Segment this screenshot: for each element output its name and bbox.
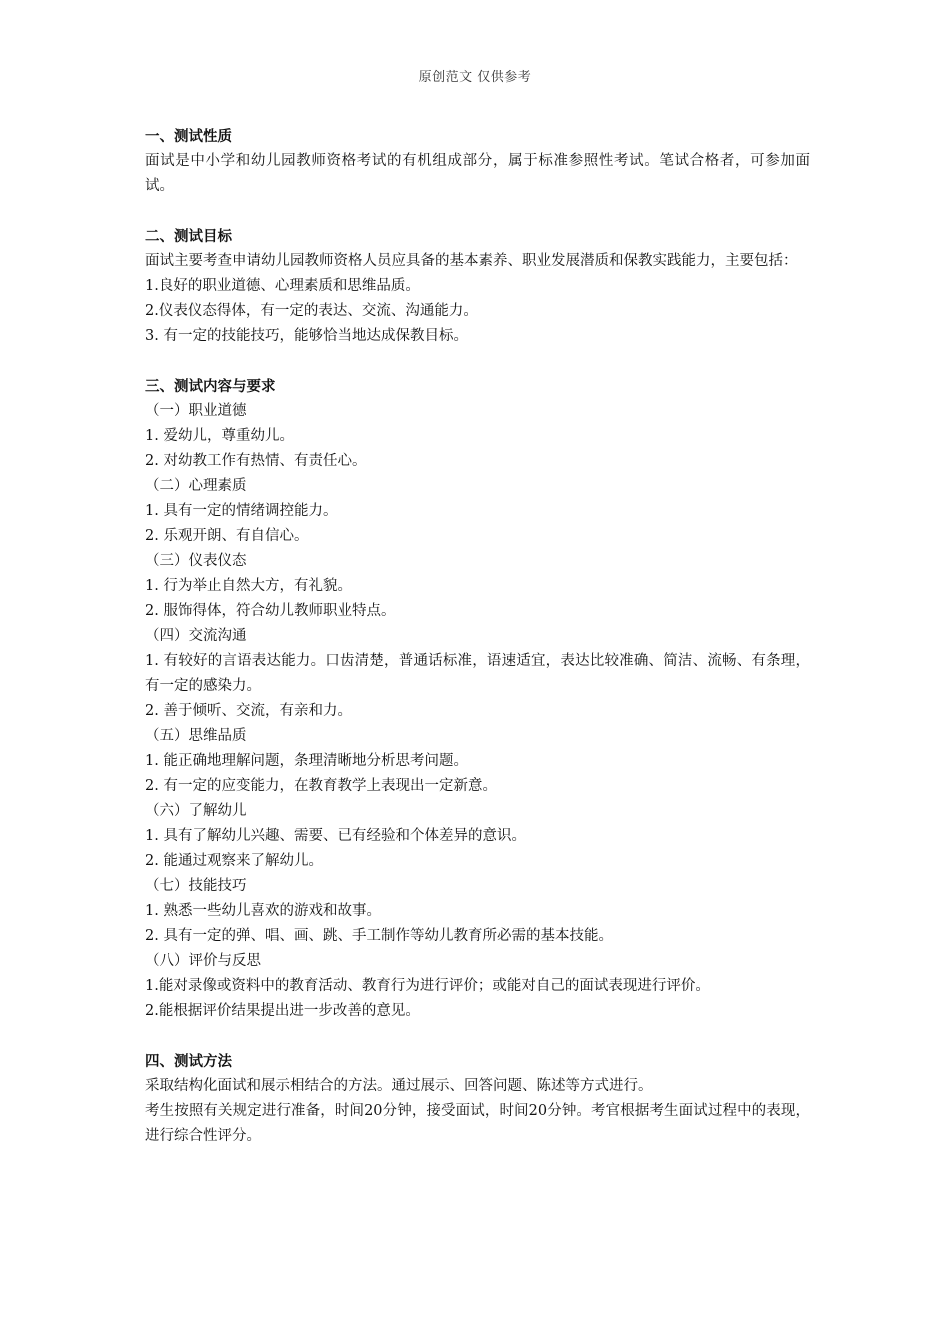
list-item: 1.良好的职业道德、心理素质和思维品质。 (145, 278, 420, 294)
section-title: 四、测试方法 (145, 1053, 232, 1070)
subsection-heading: （六）了解幼儿 (145, 803, 247, 819)
section-title: 三、测试内容与要求 (145, 378, 276, 395)
subsection-heading: （七）技能技巧 (145, 878, 247, 894)
subsection-heading: （二）心理素质 (145, 478, 247, 494)
list-item: 1. 行为举止自然大方，有礼貌。 (145, 578, 352, 594)
list-item: 1. 具有了解幼儿兴趣、需要、已有经验和个体差异的意识。 (145, 828, 526, 844)
list-item: 1. 具有一定的情绪调控能力。 (145, 503, 338, 519)
list-item: 2. 乐观开朗、有自信心。 (145, 528, 309, 544)
paragraph: 面试是中小学和幼儿园教师资格考试的有机组成部分，属于标准参照性考试。笔试合格者，可参加面试。 (145, 153, 810, 194)
paragraph: 采取结构化面试和展示相结合的方法。通过展示、回答问题、陈述等方式进行。 (145, 1078, 653, 1094)
section-content-requirements (145, 374, 810, 1024)
paragraph: 面试主要考查申请幼儿园教师资格人员应具备的基本素养、职业发展潜质和保教实践能力，主要包括： (145, 253, 798, 269)
list-item: 2. 服饰得体，符合幼儿教师职业特点。 (145, 603, 396, 619)
subsection-heading: （八）评价与反思 (145, 953, 261, 969)
paragraph: 考生按照有关规定进行准备，时间20分钟，接受面试，时间20分钟。考官根据考生面试过程中的表现，进行综合性评分。 (145, 1103, 810, 1144)
section-title: 二、测试目标 (145, 228, 232, 245)
document-body (145, 124, 810, 1174)
list-item: 1. 爱幼儿，尊重幼儿。 (145, 428, 294, 444)
list-item: 2. 能通过观察来了解幼儿。 (145, 853, 323, 869)
list-item: 2. 有一定的应变能力，在教育教学上表现出一定新意。 (145, 778, 497, 794)
list-item: 1.能对录像或资料中的教育活动、教育行为进行评价；或能对自己的面试表现进行评价。 (145, 978, 710, 994)
section-goals (145, 224, 810, 349)
subsection-heading: （五）思维品质 (145, 728, 247, 744)
page-header: 原创范文 仅供参考 (418, 70, 532, 85)
subsection-heading: （一）职业道德 (145, 403, 247, 419)
list-item: 3. 有一定的技能技巧，能够恰当地达成保教目标。 (145, 328, 468, 344)
subsection-heading: （三）仪表仪态 (145, 553, 247, 569)
list-item: 2.仪表仪态得体，有一定的表达、交流、沟通能力。 (145, 303, 478, 319)
list-item: 2.能根据评价结果提出进一步改善的意见。 (145, 1003, 420, 1019)
section-title: 一、测试性质 (145, 128, 232, 145)
subsection-heading: （四）交流沟通 (145, 628, 247, 644)
list-item: 2. 具有一定的弹、唱、画、跳、手工制作等幼儿教育所必需的基本技能。 (145, 928, 613, 944)
list-item: 2. 善于倾听、交流，有亲和力。 (145, 703, 352, 719)
section-method (145, 1049, 810, 1149)
list-item: 1. 有较好的言语表达能力。口齿清楚，普通话标准，语速适宜，表达比较准确、简洁、流畅、有条理，有一定的感染力。 (145, 653, 810, 694)
list-item: 2. 对幼教工作有热情、有责任心。 (145, 453, 367, 469)
list-item: 1. 熟悉一些幼儿喜欢的游戏和故事。 (145, 903, 381, 919)
section-nature (145, 124, 810, 199)
list-item: 1. 能正确地理解问题，条理清晰地分析思考问题。 (145, 753, 468, 769)
